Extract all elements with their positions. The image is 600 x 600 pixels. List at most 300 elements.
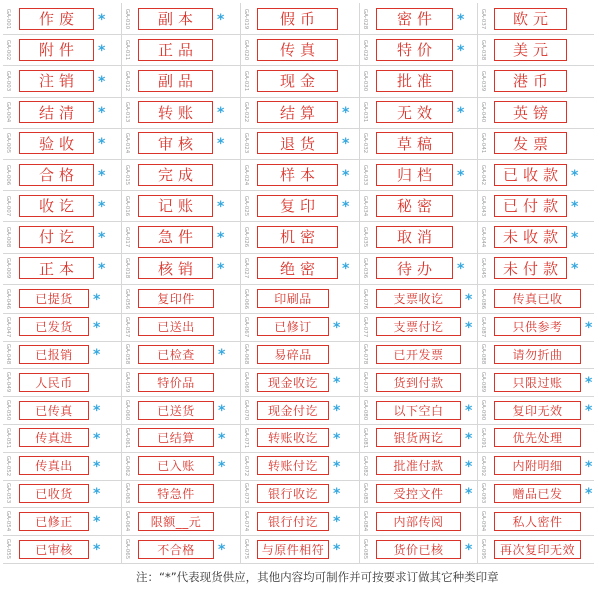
stamp-cell [122, 253, 241, 284]
stamp-sample: 已付款 [494, 195, 567, 217]
stamp-cell [122, 341, 241, 369]
in-stock-star-icon: * [457, 42, 465, 59]
stamp-sample: 已收货 [19, 484, 89, 503]
catalog-row [3, 3, 594, 35]
product-code: GA-029 [362, 39, 369, 60]
stamp-sample: 结算 [257, 101, 338, 123]
in-stock-star-icon: * [333, 486, 341, 503]
stamp-sample: 优先处理 [494, 428, 581, 447]
catalog-row [3, 65, 594, 97]
product-code: GA-091 [480, 427, 487, 449]
product-code: GA-067 [243, 316, 250, 337]
stamp-cell [3, 34, 122, 65]
in-stock-star-icon: * [585, 319, 593, 336]
stamp-cell [122, 313, 241, 341]
in-stock-star-icon: * [93, 514, 101, 531]
stamp-cell [360, 253, 478, 284]
stamp-cell [122, 424, 241, 452]
in-stock-star-icon: * [98, 136, 106, 153]
product-code: GA-065 [124, 538, 131, 560]
stamp-cell [3, 313, 122, 341]
in-stock-star-icon: * [93, 542, 101, 559]
stamp-sample: 发票 [494, 132, 567, 154]
stamp-sample: 已检查 [138, 345, 214, 364]
stamp-cell [241, 34, 360, 65]
product-code: GA-013 [124, 101, 131, 123]
stamp-sample: 未收款 [494, 226, 567, 248]
in-stock-star-icon: * [585, 375, 593, 392]
in-stock-star-icon: * [465, 403, 473, 420]
product-code: GA-045 [480, 257, 487, 279]
in-stock-star-icon: * [342, 105, 350, 122]
in-stock-star-icon: * [333, 319, 341, 336]
product-code: GA-047 [5, 316, 12, 337]
in-stock-star-icon: * [457, 167, 465, 184]
stamp-sample: 已报销 [19, 345, 89, 364]
stamp-sample: 已送出 [138, 317, 214, 336]
product-code: GA-060 [124, 399, 131, 421]
in-stock-star-icon: * [457, 105, 465, 122]
stamp-cell [478, 424, 594, 452]
stamp-sample: 已修正 [19, 512, 89, 531]
product-code: GA-037 [480, 8, 487, 29]
in-stock-star-icon: * [217, 105, 225, 122]
in-stock-star-icon: * [218, 347, 226, 364]
stamp-cell [122, 452, 241, 480]
in-stock-star-icon: * [333, 430, 341, 447]
stamp-sample: 正本 [19, 257, 94, 279]
product-code: GA-018 [124, 257, 131, 279]
stamp-cell [3, 368, 122, 396]
in-stock-star-icon: * [98, 11, 106, 28]
stamp-cell [241, 159, 360, 190]
in-stock-star-icon: * [93, 347, 101, 364]
in-stock-star-icon: * [571, 167, 579, 184]
product-code: GA-030 [362, 70, 369, 92]
stamp-sample: 货到付款 [376, 373, 461, 392]
in-stock-star-icon: * [98, 198, 106, 215]
in-stock-star-icon: * [571, 198, 579, 215]
in-stock-star-icon: * [98, 229, 106, 246]
product-code: GA-085 [362, 538, 369, 560]
stamp-cell [478, 221, 594, 252]
in-stock-star-icon: * [93, 486, 101, 503]
catalog-row [3, 535, 594, 564]
stamp-cell [360, 190, 478, 221]
product-code: GA-073 [243, 483, 250, 504]
stamp-sample: 作废 [19, 8, 94, 30]
product-code: GA-044 [480, 226, 487, 248]
footnote: 注：“*”代表现货供应，其他内容均可制作并可按要求订做其它种类印章 [136, 570, 499, 584]
catalog-row [3, 424, 594, 453]
product-code: GA-033 [362, 164, 369, 185]
in-stock-star-icon: * [585, 458, 593, 475]
product-code: GA-050 [5, 399, 12, 421]
stamp-sample: 复印无效 [494, 401, 581, 420]
stamp-cell [360, 480, 478, 508]
catalog-row [3, 285, 594, 314]
stamp-cell [478, 190, 594, 221]
catalog-row [3, 253, 594, 285]
stamp-cell [241, 128, 360, 159]
stamp-cell [360, 65, 478, 96]
stamp-cell [122, 480, 241, 508]
catalog-row [3, 190, 594, 222]
product-code: GA-086 [480, 288, 487, 310]
stamp-cell [3, 285, 122, 313]
stamp-sample: 附件 [19, 39, 94, 61]
product-code: GA-055 [5, 538, 12, 560]
stamp-cell [360, 396, 478, 424]
product-code: GA-034 [362, 195, 369, 216]
stamp-cell [478, 97, 594, 128]
in-stock-star-icon: * [342, 136, 350, 153]
in-stock-star-icon: * [218, 458, 226, 475]
stamp-sample: 赠品已发 [494, 484, 581, 503]
stamp-cell [478, 313, 594, 341]
stamp-cell [241, 341, 360, 369]
stamp-sample: 转账 [138, 101, 213, 123]
stamp-cell [3, 128, 122, 159]
stamp-sample: 记账 [138, 195, 213, 217]
product-code: GA-094 [480, 511, 487, 532]
product-code: GA-049 [5, 372, 12, 393]
stamp-cell [3, 159, 122, 190]
stamp-sample: 副品 [138, 70, 213, 92]
stamp-sample: 待办 [376, 257, 453, 279]
in-stock-star-icon: * [465, 486, 473, 503]
product-code: GA-001 [5, 8, 12, 29]
stamp-sample: 银货两讫 [376, 428, 461, 447]
in-stock-star-icon: * [93, 403, 101, 420]
catalog-row [3, 221, 594, 253]
product-code: GA-004 [5, 101, 12, 123]
stamp-sample: 限额__元 [138, 512, 214, 531]
stamp-cell [478, 341, 594, 369]
stamp-catalog-sheet [3, 3, 594, 563]
catalog-row [3, 341, 594, 370]
in-stock-star-icon: * [465, 542, 473, 559]
stamp-cell [122, 507, 241, 535]
stamp-sample: 私人密件 [494, 512, 581, 531]
stamp-sample: 易碎品 [257, 345, 329, 364]
product-code: GA-039 [480, 70, 487, 92]
stamp-cell [360, 34, 478, 65]
stamp-sample: 传真进 [19, 428, 89, 447]
product-code: GA-082 [362, 455, 369, 476]
stamp-cell [478, 396, 594, 424]
in-stock-star-icon: * [571, 261, 579, 278]
stamp-cell [360, 424, 478, 452]
stamp-cell [478, 452, 594, 480]
product-code: GA-014 [124, 133, 131, 154]
stamp-cell [122, 396, 241, 424]
in-stock-star-icon: * [465, 319, 473, 336]
product-code: GA-011 [124, 39, 131, 60]
stamp-cell [3, 424, 122, 452]
in-stock-star-icon: * [217, 136, 225, 153]
product-code: GA-092 [480, 455, 487, 476]
product-code: GA-041 [480, 133, 487, 154]
stamp-sample: 只供参考 [494, 317, 581, 336]
stamp-cell [360, 452, 478, 480]
product-code: GA-020 [243, 39, 250, 60]
stamp-cell [122, 65, 241, 96]
product-code: GA-048 [5, 344, 12, 365]
product-code: GA-046 [5, 288, 12, 310]
in-stock-star-icon: * [217, 229, 225, 246]
in-stock-star-icon: * [333, 375, 341, 392]
stamp-sample: 审核 [138, 132, 213, 154]
stamp-sample: 绝密 [257, 257, 338, 279]
stamp-sample: 现金 [257, 70, 338, 92]
stamp-sample: 假币 [257, 8, 338, 30]
stamp-cell [3, 253, 122, 284]
stamp-sample: 验收 [19, 132, 94, 154]
catalog-row [3, 97, 594, 129]
catalog-row [3, 159, 594, 191]
in-stock-star-icon: * [457, 11, 465, 28]
product-code: GA-016 [124, 195, 131, 216]
stamp-sample: 传真已收 [494, 289, 581, 308]
in-stock-star-icon: * [98, 73, 106, 90]
in-stock-star-icon: * [217, 261, 225, 278]
stamp-cell [478, 507, 594, 535]
stamp-sample: 已收款 [494, 164, 567, 186]
stamp-cell [122, 368, 241, 396]
stamp-sample: 以下空白 [376, 401, 461, 420]
product-code: GA-071 [243, 427, 250, 449]
in-stock-star-icon: * [93, 291, 101, 308]
in-stock-star-icon: * [342, 261, 350, 278]
product-code: GA-095 [480, 538, 487, 560]
stamp-sample: 货价已核 [376, 540, 461, 559]
stamp-cell [3, 3, 122, 34]
stamp-cell [360, 159, 478, 190]
stamp-sample: 现金收讫 [257, 373, 329, 392]
catalog-row [3, 396, 594, 425]
stamp-cell [360, 221, 478, 252]
stamp-sample: 银行收讫 [257, 484, 329, 503]
stamp-sample: 付讫 [19, 226, 94, 248]
product-code: GA-087 [480, 316, 487, 337]
product-code: GA-064 [124, 511, 131, 532]
in-stock-star-icon: * [93, 430, 101, 447]
stamp-cell [478, 159, 594, 190]
stamp-sample: 人民币 [19, 373, 89, 392]
stamp-sample: 转账付讫 [257, 456, 329, 475]
stamp-cell [360, 285, 478, 313]
stamp-cell [3, 396, 122, 424]
stamp-cell [3, 190, 122, 221]
catalog-row [3, 313, 594, 342]
stamp-sample: 请勿折曲 [494, 345, 581, 364]
stamp-cell [478, 368, 594, 396]
stamp-sample: 正品 [138, 39, 213, 61]
stamp-cell [3, 221, 122, 252]
product-code: GA-052 [5, 455, 12, 476]
stamp-cell [478, 3, 594, 34]
stamp-cell [478, 535, 594, 563]
product-code: GA-010 [124, 8, 131, 29]
stamp-sample: 再次复印无效 [494, 540, 581, 559]
product-code: GA-084 [362, 511, 369, 532]
stamp-sample: 副本 [138, 8, 213, 30]
catalog-row [3, 480, 594, 509]
stamp-sample: 复印件 [138, 289, 214, 308]
product-code: GA-026 [243, 226, 250, 248]
stamp-cell [3, 97, 122, 128]
stamp-cell [122, 34, 241, 65]
stamp-sample: 内附明细 [494, 456, 581, 475]
stamp-sample: 已修订 [257, 317, 329, 336]
stamp-sample: 合格 [19, 164, 94, 186]
product-code: GA-066 [243, 288, 250, 310]
stamp-cell [3, 341, 122, 369]
in-stock-star-icon: * [585, 486, 593, 503]
product-code: GA-070 [243, 399, 250, 421]
stamp-sample: 已审核 [19, 540, 89, 559]
in-stock-star-icon: * [217, 198, 225, 215]
stamp-sample: 转账收讫 [257, 428, 329, 447]
stamp-cell [241, 480, 360, 508]
product-code: GA-093 [480, 483, 487, 504]
product-code: GA-057 [124, 316, 131, 337]
product-code: GA-025 [243, 195, 250, 216]
stamp-cell [122, 535, 241, 563]
stamp-cell [478, 128, 594, 159]
stamp-cell [241, 452, 360, 480]
product-code: GA-089 [480, 372, 487, 393]
stamp-cell [478, 34, 594, 65]
in-stock-star-icon: * [218, 430, 226, 447]
stamp-sample: 已结算 [138, 428, 214, 447]
stamp-sample: 核销 [138, 257, 213, 279]
stamp-cell [360, 97, 478, 128]
stamp-cell [241, 507, 360, 535]
stamp-cell [360, 368, 478, 396]
product-code: GA-079 [362, 372, 369, 393]
in-stock-star-icon: * [585, 403, 593, 420]
stamp-cell [478, 253, 594, 284]
stamp-sample: 未付款 [494, 257, 567, 279]
stamp-sample: 支票付讫 [376, 317, 461, 336]
product-code: GA-003 [5, 70, 12, 92]
stamp-cell [241, 221, 360, 252]
stamp-cell [478, 285, 594, 313]
product-code: GA-022 [243, 101, 250, 123]
product-code: GA-090 [480, 399, 487, 421]
stamp-sample: 机密 [257, 226, 338, 248]
stamp-sample: 注销 [19, 70, 94, 92]
product-code: GA-012 [124, 70, 131, 92]
stamp-sample: 港币 [494, 70, 567, 92]
stamp-cell [241, 368, 360, 396]
stamp-sample: 内部传阅 [376, 512, 461, 531]
product-code: GA-019 [243, 8, 250, 29]
stamp-sample: 归档 [376, 164, 453, 186]
stamp-cell [3, 480, 122, 508]
stamp-cell [360, 535, 478, 563]
stamp-sample: 银行付讫 [257, 512, 329, 531]
product-code: GA-074 [243, 511, 250, 532]
product-code: GA-077 [362, 316, 369, 337]
product-code: GA-021 [243, 70, 250, 92]
stamp-cell [3, 507, 122, 535]
product-code: GA-027 [243, 257, 250, 279]
stamp-cell [360, 313, 478, 341]
stamp-sample: 取消 [376, 226, 453, 248]
stamp-cell [241, 253, 360, 284]
stamp-sample: 传真出 [19, 456, 89, 475]
stamp-sample: 已提货 [19, 289, 89, 308]
product-code: GA-032 [362, 133, 369, 154]
stamp-sample: 已开发票 [376, 345, 461, 364]
product-code: GA-068 [243, 344, 250, 365]
product-code: GA-042 [480, 164, 487, 185]
product-code: GA-069 [243, 372, 250, 393]
product-code: GA-038 [480, 39, 487, 60]
product-code: GA-024 [243, 164, 250, 185]
stamp-cell [478, 480, 594, 508]
in-stock-star-icon: * [465, 430, 473, 447]
product-code: GA-017 [124, 226, 131, 248]
in-stock-star-icon: * [465, 458, 473, 475]
stamp-sample: 密件 [376, 8, 453, 30]
stamp-cell [3, 535, 122, 563]
catalog-row [3, 368, 594, 397]
in-stock-star-icon: * [93, 458, 101, 475]
product-code: GA-072 [243, 455, 250, 476]
product-code: GA-076 [362, 288, 369, 310]
stamp-cell [478, 65, 594, 96]
stamp-cell [241, 3, 360, 34]
product-code: GA-053 [5, 483, 12, 504]
in-stock-star-icon: * [342, 198, 350, 215]
stamp-cell [241, 285, 360, 313]
catalog-row [3, 34, 594, 66]
stamp-sample: 草稿 [376, 132, 453, 154]
stamp-cell [360, 507, 478, 535]
stamp-sample: 美元 [494, 39, 567, 61]
in-stock-star-icon: * [218, 542, 226, 559]
product-code: GA-002 [5, 39, 12, 60]
product-code: GA-009 [5, 257, 12, 279]
product-code: GA-078 [362, 344, 369, 365]
product-code: GA-058 [124, 344, 131, 365]
stamp-sample: 收讫 [19, 195, 94, 217]
stamp-sample: 与原件相符 [257, 540, 329, 559]
stamp-cell [122, 159, 241, 190]
stamp-sample: 现金付讫 [257, 401, 329, 420]
product-code: GA-036 [362, 257, 369, 279]
in-stock-star-icon: * [333, 542, 341, 559]
stamp-sample: 特急件 [138, 484, 214, 503]
product-code: GA-035 [362, 226, 369, 248]
product-code: GA-040 [480, 101, 487, 123]
stamp-cell [241, 424, 360, 452]
in-stock-star-icon: * [457, 261, 465, 278]
stamp-cell [241, 97, 360, 128]
product-code: GA-031 [362, 101, 369, 123]
product-code: GA-088 [480, 344, 487, 365]
product-code: GA-054 [5, 511, 12, 532]
stamp-sample: 传真 [257, 39, 338, 61]
stamp-sample: 不合格 [138, 540, 214, 559]
stamp-cell [122, 190, 241, 221]
in-stock-star-icon: * [333, 458, 341, 475]
product-code: GA-015 [124, 164, 131, 185]
